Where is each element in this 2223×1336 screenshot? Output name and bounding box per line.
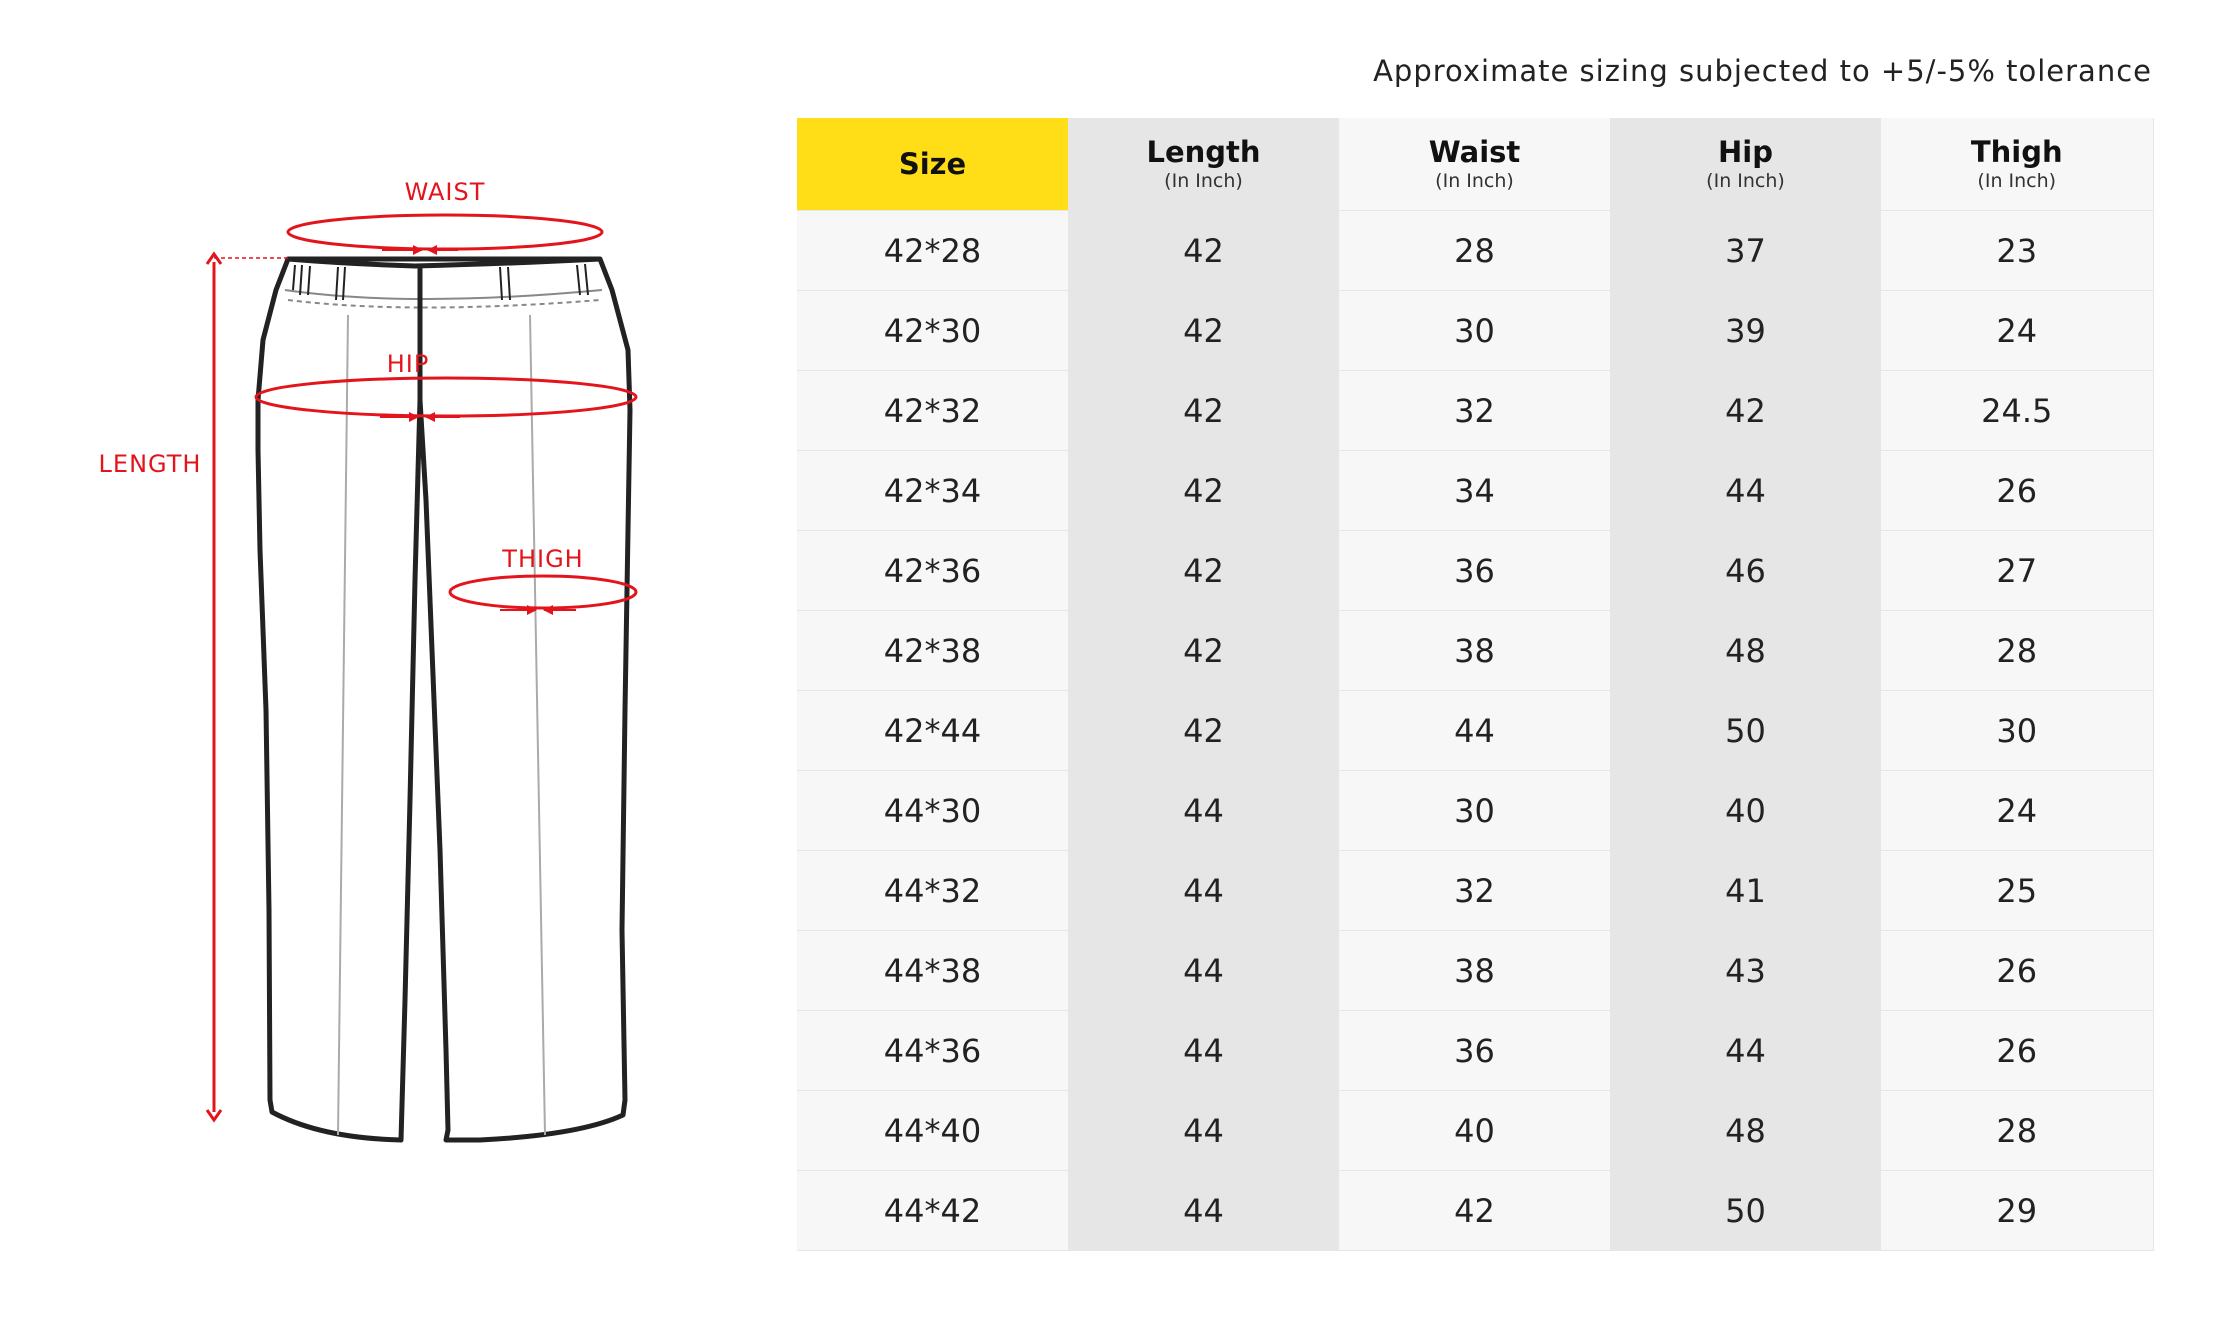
cell-length: 42 — [1068, 611, 1339, 691]
cell-size: 44*40 — [797, 1091, 1068, 1171]
table-row — [797, 1171, 2153, 1251]
cell-size: 42*30 — [797, 291, 1068, 371]
cell-waist: 30 — [1339, 771, 1610, 851]
header-length — [1068, 118, 1339, 211]
table-header-row — [797, 118, 2153, 211]
cell-length: 44 — [1068, 1011, 1339, 1091]
cell-hip: 44 — [1610, 1011, 1881, 1091]
cell-size: 44*36 — [797, 1011, 1068, 1091]
cell-waist: 36 — [1339, 531, 1610, 611]
header-waist-label: Waist — [1428, 135, 1521, 169]
cell-size: 44*38 — [797, 931, 1068, 1011]
cell-hip: 42 — [1610, 371, 1881, 451]
cell-waist: 30 — [1339, 291, 1610, 371]
header-length-label: Length — [1146, 135, 1261, 169]
table-row — [797, 1091, 2153, 1171]
cell-size: 44*30 — [797, 771, 1068, 851]
table-row — [797, 451, 2153, 531]
table-row — [797, 611, 2153, 691]
cell-hip: 48 — [1610, 611, 1881, 691]
cell-thigh: 28 — [1881, 611, 2153, 691]
cell-hip: 40 — [1610, 771, 1881, 851]
cell-hip: 44 — [1610, 451, 1881, 531]
cell-hip: 48 — [1610, 1091, 1881, 1171]
cell-waist: 40 — [1339, 1091, 1610, 1171]
header-waist — [1339, 118, 1610, 211]
cell-waist: 32 — [1339, 851, 1610, 931]
header-thigh-unit: (In Inch) — [1977, 170, 2057, 192]
cell-length: 42 — [1068, 211, 1339, 291]
table-row — [797, 291, 2153, 371]
cell-thigh: 27 — [1881, 531, 2153, 611]
cell-thigh: 24 — [1881, 771, 2153, 851]
cell-hip: 46 — [1610, 531, 1881, 611]
cell-hip: 50 — [1610, 691, 1881, 771]
cell-size: 42*32 — [797, 371, 1068, 451]
cell-length: 42 — [1068, 691, 1339, 771]
cell-size: 42*36 — [797, 531, 1068, 611]
cell-waist: 42 — [1339, 1171, 1610, 1251]
cell-size: 42*28 — [797, 211, 1068, 291]
table-row — [797, 1011, 2153, 1091]
cell-length: 44 — [1068, 1091, 1339, 1171]
cell-thigh: 26 — [1881, 1011, 2153, 1091]
cell-thigh: 28 — [1881, 1091, 2153, 1171]
cell-thigh: 23 — [1881, 211, 2153, 291]
header-size-label: Size — [898, 147, 967, 181]
cell-thigh: 24 — [1881, 291, 2153, 371]
cell-waist: 44 — [1339, 691, 1610, 771]
table-row — [797, 771, 2153, 851]
cell-length: 44 — [1068, 851, 1339, 931]
cell-waist: 38 — [1339, 931, 1610, 1011]
cell-size: 44*32 — [797, 851, 1068, 931]
cell-thigh: 26 — [1881, 451, 2153, 531]
cell-waist: 38 — [1339, 611, 1610, 691]
cell-waist: 36 — [1339, 1011, 1610, 1091]
cell-waist: 34 — [1339, 451, 1610, 531]
header-hip-unit: (In Inch) — [1706, 170, 1785, 192]
cell-length: 44 — [1068, 771, 1339, 851]
cell-size: 42*38 — [797, 611, 1068, 691]
cell-thigh: 29 — [1881, 1171, 2153, 1251]
cell-thigh: 25 — [1881, 851, 2153, 931]
waist-measure — [288, 178, 602, 250]
size-chart-table — [797, 118, 2154, 1251]
cell-hip: 37 — [1610, 211, 1881, 291]
cell-hip: 41 — [1610, 851, 1881, 931]
cell-thigh: 26 — [1881, 931, 2153, 1011]
header-waist-unit: (In Inch) — [1435, 170, 1514, 192]
tolerance-note: Approximate sizing subjected to +5/-5% tolerance — [1373, 54, 2152, 88]
cell-waist: 28 — [1339, 211, 1610, 291]
table-row — [797, 531, 2153, 611]
header-hip — [1610, 118, 1881, 211]
cell-waist: 32 — [1339, 371, 1610, 451]
cell-hip: 43 — [1610, 931, 1881, 1011]
table-row — [797, 371, 2153, 451]
header-thigh — [1881, 118, 2153, 211]
cell-hip: 50 — [1610, 1171, 1881, 1251]
cell-length: 42 — [1068, 371, 1339, 451]
waist-label: WAIST — [404, 178, 486, 206]
hip-label: HIP — [386, 350, 430, 378]
cell-size: 42*34 — [797, 451, 1068, 531]
table-row — [797, 931, 2153, 1011]
pants-illustration — [80, 150, 680, 1170]
cell-size: 42*44 — [797, 691, 1068, 771]
cell-hip: 39 — [1610, 291, 1881, 371]
header-thigh-label: Thigh — [1970, 135, 2063, 169]
table-row — [797, 211, 2153, 291]
table-row — [797, 851, 2153, 931]
header-hip-label: Hip — [1718, 135, 1773, 169]
cell-thigh: 24.5 — [1881, 371, 2153, 451]
pants-outline — [258, 259, 630, 1140]
cell-length: 44 — [1068, 1171, 1339, 1251]
length-label: LENGTH — [98, 450, 202, 478]
table-row — [797, 691, 2153, 771]
cell-length: 42 — [1068, 531, 1339, 611]
header-size — [797, 118, 1068, 211]
cell-length: 44 — [1068, 931, 1339, 1011]
cell-thigh: 30 — [1881, 691, 2153, 771]
thigh-label: THIGH — [502, 545, 584, 573]
cell-size: 44*42 — [797, 1171, 1068, 1251]
cell-length: 42 — [1068, 451, 1339, 531]
header-length-unit: (In Inch) — [1164, 170, 1243, 192]
pants-measurement-diagram — [80, 150, 680, 1170]
cell-length: 42 — [1068, 291, 1339, 371]
